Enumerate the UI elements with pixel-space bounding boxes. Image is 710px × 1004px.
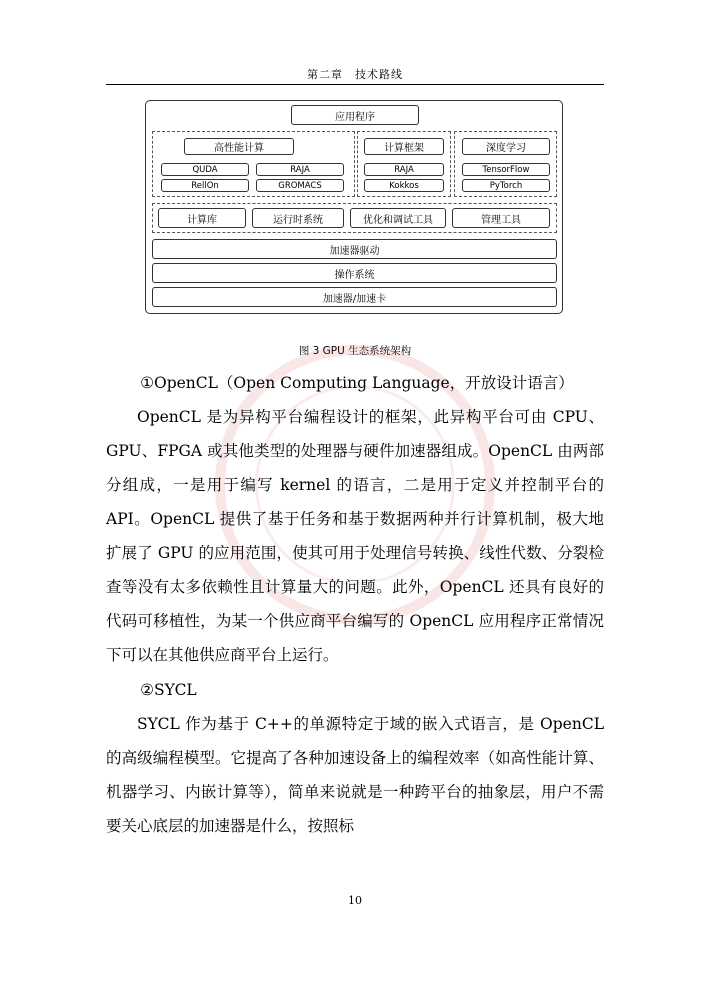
dl-title: 深度学习 <box>462 138 550 155</box>
page-number: 10 <box>348 894 362 907</box>
body-text <box>106 366 604 843</box>
framework-title: 计算框架 <box>364 138 444 155</box>
dl-item: PyTorch <box>462 179 550 192</box>
layer-hardware: 加速器/加速卡 <box>152 287 557 307</box>
page-header: 第二章 技术路线 <box>307 68 403 81</box>
dl-item: TensorFlow <box>462 163 550 176</box>
section-heading: ①OpenCL（Open Computing Language，开放设计语言） <box>140 374 574 392</box>
framework-item: RAJA <box>364 163 444 176</box>
layer-driver: 加速器驱动 <box>152 239 557 259</box>
header-rule <box>106 84 604 85</box>
section-heading: ②SYCL <box>140 681 197 699</box>
hpc-item: RellOn <box>161 179 249 192</box>
hpc-item: GROMACS <box>256 179 344 192</box>
tool-box: 运行时系统 <box>252 208 344 228</box>
hpc-item: RAJA <box>256 163 344 176</box>
layer-os: 操作系统 <box>152 263 557 283</box>
hpc-title: 高性能计算 <box>184 138 294 155</box>
hpc-item: QUDA <box>161 163 249 176</box>
gpu-ecosystem-diagram <box>145 100 563 314</box>
tool-box: 计算库 <box>158 208 246 228</box>
app-box: 应用程序 <box>291 105 419 125</box>
figure-caption: 图 3 GPU 生态系统架构 <box>298 345 412 357</box>
section-paragraph: SYCL 作为基于 C++的单源特定于域的嵌入式语言，是 OpenCL 的高级编程模型。它提高了各种加速设备上的编程效率（如高性能计算、机器学习、内嵌计算等），简单来说就是一种跨平台的抽象层，用户不需要关心底层的加速器是什么，按照标 <box>106 715 604 835</box>
tool-box: 优化和调试工具 <box>350 208 446 228</box>
framework-item: Kokkos <box>364 179 444 192</box>
section-paragraph: OpenCL 是为异构平台编程设计的框架，此异构平台可由 CPU、GPU、FPGA 或其他类型的处理器与硬件加速器组成。OpenCL 由两部分组成，一是用于编写 kernel 的语言，二是用于定义并控制平台的 API。OpenCL 提供了基于任务和基于数据两种并行计算机制，极大地扩展了 GPU 的应用范围，使其可用于处理信号转换、线性代数、分裂检查等没有太多依赖性且计算量大的问题。此外，OpenCL 还具有良好的代码可移植性，为某一个供应商平台编写的 OpenCL 应用程序正常情况下可以在其他供应商平台上运行。 <box>106 408 604 664</box>
tool-box: 管理工具 <box>452 208 550 228</box>
